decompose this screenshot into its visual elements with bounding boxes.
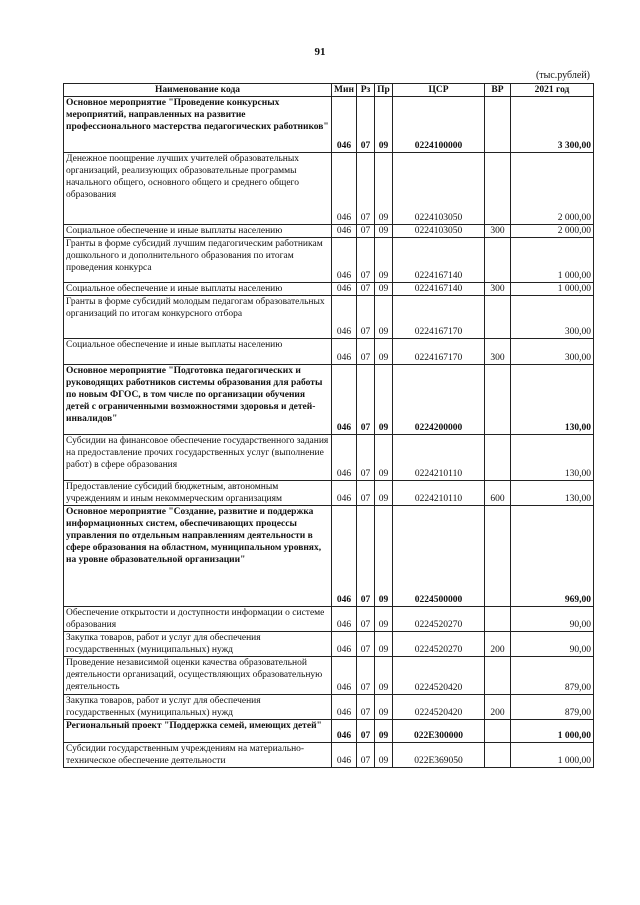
cell-vr — [485, 296, 511, 339]
cell-amount: 879,00 — [511, 695, 594, 720]
cell-amount: 1 000,00 — [511, 238, 594, 283]
cell-pr: 09 — [375, 97, 393, 153]
cell-min: 046 — [332, 743, 357, 768]
table-row — [64, 695, 594, 720]
cell-pr: 09 — [375, 365, 393, 435]
table-row — [64, 743, 594, 768]
cell-csr: 022E369050 — [393, 743, 485, 768]
table-row — [64, 97, 594, 153]
cell-amount: 300,00 — [511, 296, 594, 339]
cell-amount: 3 300,00 — [511, 97, 594, 153]
cell-pr: 09 — [375, 296, 393, 339]
cell-rz: 07 — [357, 607, 375, 632]
cell-pr: 09 — [375, 743, 393, 768]
budget-table — [63, 83, 594, 768]
cell-min: 046 — [332, 365, 357, 435]
cell-csr: 0224500000 — [393, 506, 485, 607]
cell-pr: 09 — [375, 632, 393, 657]
cell-vr — [485, 153, 511, 225]
cell-pr: 09 — [375, 153, 393, 225]
cell-rz: 07 — [357, 339, 375, 365]
cell-amount: 130,00 — [511, 481, 594, 506]
cell-amount: 1 000,00 — [511, 283, 594, 296]
table-row — [64, 153, 594, 225]
cell-csr: 0224520420 — [393, 695, 485, 720]
table-row — [64, 481, 594, 506]
cell-name: Гранты в форме субсидий молодым педагогам образовательных организаций по итогам конкурсного отбора — [64, 296, 332, 339]
cell-amount: 2 000,00 — [511, 153, 594, 225]
cell-name: Предоставление субсидий бюджетным, автономным учреждениям и иным некоммерческим организациям — [64, 481, 332, 506]
cell-pr: 09 — [375, 283, 393, 296]
cell-name: Основное мероприятие "Подготовка педагогических и руководящих работников системы образования для работы по новым ФГОС, в том числе по организации обучения детей с ограниченными возможностями здоровья и детей-инвалидов" — [64, 365, 332, 435]
table-row — [64, 435, 594, 481]
cell-amount: 1 000,00 — [511, 743, 594, 768]
cell-vr: 300 — [485, 225, 511, 238]
header-csr: ЦСР — [393, 84, 485, 97]
cell-rz: 07 — [357, 657, 375, 695]
cell-name: Субсидии на финансовое обеспечение государственного задания на предоставление прочих государственных услуг (выполнение работ) в сфере образования — [64, 435, 332, 481]
cell-rz: 07 — [357, 481, 375, 506]
header-min: Мин — [332, 84, 357, 97]
cell-csr: 0224520270 — [393, 607, 485, 632]
cell-rz: 07 — [357, 238, 375, 283]
cell-min: 046 — [332, 296, 357, 339]
cell-amount: 969,00 — [511, 506, 594, 607]
table-row — [64, 296, 594, 339]
cell-csr: 0224100000 — [393, 97, 485, 153]
cell-vr — [485, 238, 511, 283]
cell-rz: 07 — [357, 632, 375, 657]
cell-pr: 09 — [375, 695, 393, 720]
cell-vr: 300 — [485, 283, 511, 296]
cell-min: 046 — [332, 283, 357, 296]
cell-min: 046 — [332, 657, 357, 695]
cell-pr: 09 — [375, 607, 393, 632]
cell-amount: 90,00 — [511, 632, 594, 657]
cell-min: 046 — [332, 339, 357, 365]
cell-csr: 0224210110 — [393, 481, 485, 506]
cell-rz: 07 — [357, 743, 375, 768]
cell-rz: 07 — [357, 153, 375, 225]
cell-pr: 09 — [375, 657, 393, 695]
cell-rz: 07 — [357, 225, 375, 238]
cell-vr — [485, 365, 511, 435]
header-row — [64, 84, 594, 97]
cell-rz: 07 — [357, 720, 375, 743]
cell-csr: 0224210110 — [393, 435, 485, 481]
cell-name: Региональный проект "Поддержка семей, имеющих детей" — [64, 720, 332, 743]
table-row — [64, 506, 594, 607]
table-row — [64, 607, 594, 632]
cell-min: 046 — [332, 607, 357, 632]
cell-vr: 200 — [485, 632, 511, 657]
cell-name: Денежное поощрение лучших учителей образовательных организаций, реализующих образовательные программы начального общего, основного общего и среднего общего образования — [64, 153, 332, 225]
cell-name: Основное мероприятие "Создание, развитие и поддержка информационных систем, обеспечивающих процессы управления по отдельным направлениям деятельности в сфере образования на областном, муниципальном уровнях, на уровне образовательной организации" — [64, 506, 332, 607]
cell-name: Закупка товаров, работ и услуг для обеспечения государственных (муниципальных) нужд — [64, 695, 332, 720]
header-rz: Рз — [357, 84, 375, 97]
cell-vr: 200 — [485, 695, 511, 720]
table-row — [64, 339, 594, 365]
cell-rz: 07 — [357, 97, 375, 153]
cell-name: Социальное обеспечение и иные выплаты населению — [64, 339, 332, 365]
table-row — [64, 225, 594, 238]
table-row — [64, 657, 594, 695]
cell-name: Основное мероприятие "Проведение конкурсных мероприятий, направленных на развитие профессионального мастерства педагогических работников" — [64, 97, 332, 153]
cell-csr: 0224167140 — [393, 238, 485, 283]
cell-pr: 09 — [375, 339, 393, 365]
cell-vr — [485, 720, 511, 743]
header-year: 2021 год — [511, 84, 594, 97]
cell-amount: 1 000,00 — [511, 720, 594, 743]
cell-min: 046 — [332, 225, 357, 238]
cell-csr: 0224520420 — [393, 657, 485, 695]
table-row — [64, 720, 594, 743]
header-vr: ВР — [485, 84, 511, 97]
cell-min: 046 — [332, 153, 357, 225]
table-row — [64, 365, 594, 435]
cell-min: 046 — [332, 695, 357, 720]
cell-amount: 879,00 — [511, 657, 594, 695]
cell-rz: 07 — [357, 695, 375, 720]
cell-min: 046 — [332, 632, 357, 657]
cell-rz: 07 — [357, 296, 375, 339]
cell-pr: 09 — [375, 238, 393, 283]
cell-name: Закупка товаров, работ и услуг для обеспечения государственных (муниципальных) нужд — [64, 632, 332, 657]
cell-pr: 09 — [375, 435, 393, 481]
cell-pr: 09 — [375, 481, 393, 506]
cell-amount: 2 000,00 — [511, 225, 594, 238]
table-row — [64, 283, 594, 296]
cell-name: Обеспечение открытости и доступности информации о системе образования — [64, 607, 332, 632]
table-row — [64, 632, 594, 657]
cell-name: Социальное обеспечение и иные выплаты населению — [64, 225, 332, 238]
cell-amount: 90,00 — [511, 607, 594, 632]
cell-pr: 09 — [375, 225, 393, 238]
cell-min: 046 — [332, 720, 357, 743]
cell-amount: 130,00 — [511, 365, 594, 435]
header-name: Наименование кода — [64, 84, 332, 97]
cell-min: 046 — [332, 435, 357, 481]
cell-vr — [485, 506, 511, 607]
cell-csr: 0224103050 — [393, 153, 485, 225]
cell-min: 046 — [332, 481, 357, 506]
cell-vr: 300 — [485, 339, 511, 365]
cell-csr: 0224167170 — [393, 296, 485, 339]
cell-csr: 0224200000 — [393, 365, 485, 435]
cell-rz: 07 — [357, 283, 375, 296]
cell-rz: 07 — [357, 506, 375, 607]
cell-min: 046 — [332, 506, 357, 607]
cell-csr: 0224167170 — [393, 339, 485, 365]
cell-vr: 600 — [485, 481, 511, 506]
cell-vr — [485, 435, 511, 481]
cell-amount: 130,00 — [511, 435, 594, 481]
cell-vr — [485, 97, 511, 153]
units-label: (тыс.рублей) — [535, 70, 590, 81]
cell-csr: 0224167140 — [393, 283, 485, 296]
header-pr: Пр — [375, 84, 393, 97]
page-number: 91 — [314, 46, 326, 58]
cell-csr: 0224520270 — [393, 632, 485, 657]
cell-name: Гранты в форме субсидий лучшим педагогическим работникам дошкольного и дополнительного образования по итогам проведения конкурса — [64, 238, 332, 283]
cell-rz: 07 — [357, 365, 375, 435]
cell-min: 046 — [332, 97, 357, 153]
cell-vr — [485, 743, 511, 768]
cell-name: Социальное обеспечение и иные выплаты населению — [64, 283, 332, 296]
cell-csr: 0224103050 — [393, 225, 485, 238]
cell-vr — [485, 657, 511, 695]
cell-amount: 300,00 — [511, 339, 594, 365]
cell-pr: 09 — [375, 506, 393, 607]
cell-vr — [485, 607, 511, 632]
table-row — [64, 238, 594, 283]
cell-pr: 09 — [375, 720, 393, 743]
cell-name: Субсидии государственным учреждениям на материально-техническое обеспечение деятельности — [64, 743, 332, 768]
cell-min: 046 — [332, 238, 357, 283]
cell-csr: 022E300000 — [393, 720, 485, 743]
cell-rz: 07 — [357, 435, 375, 481]
cell-name: Проведение независимой оценки качества образовательной деятельности организаций, осуществляющих образовательную деятельность — [64, 657, 332, 695]
